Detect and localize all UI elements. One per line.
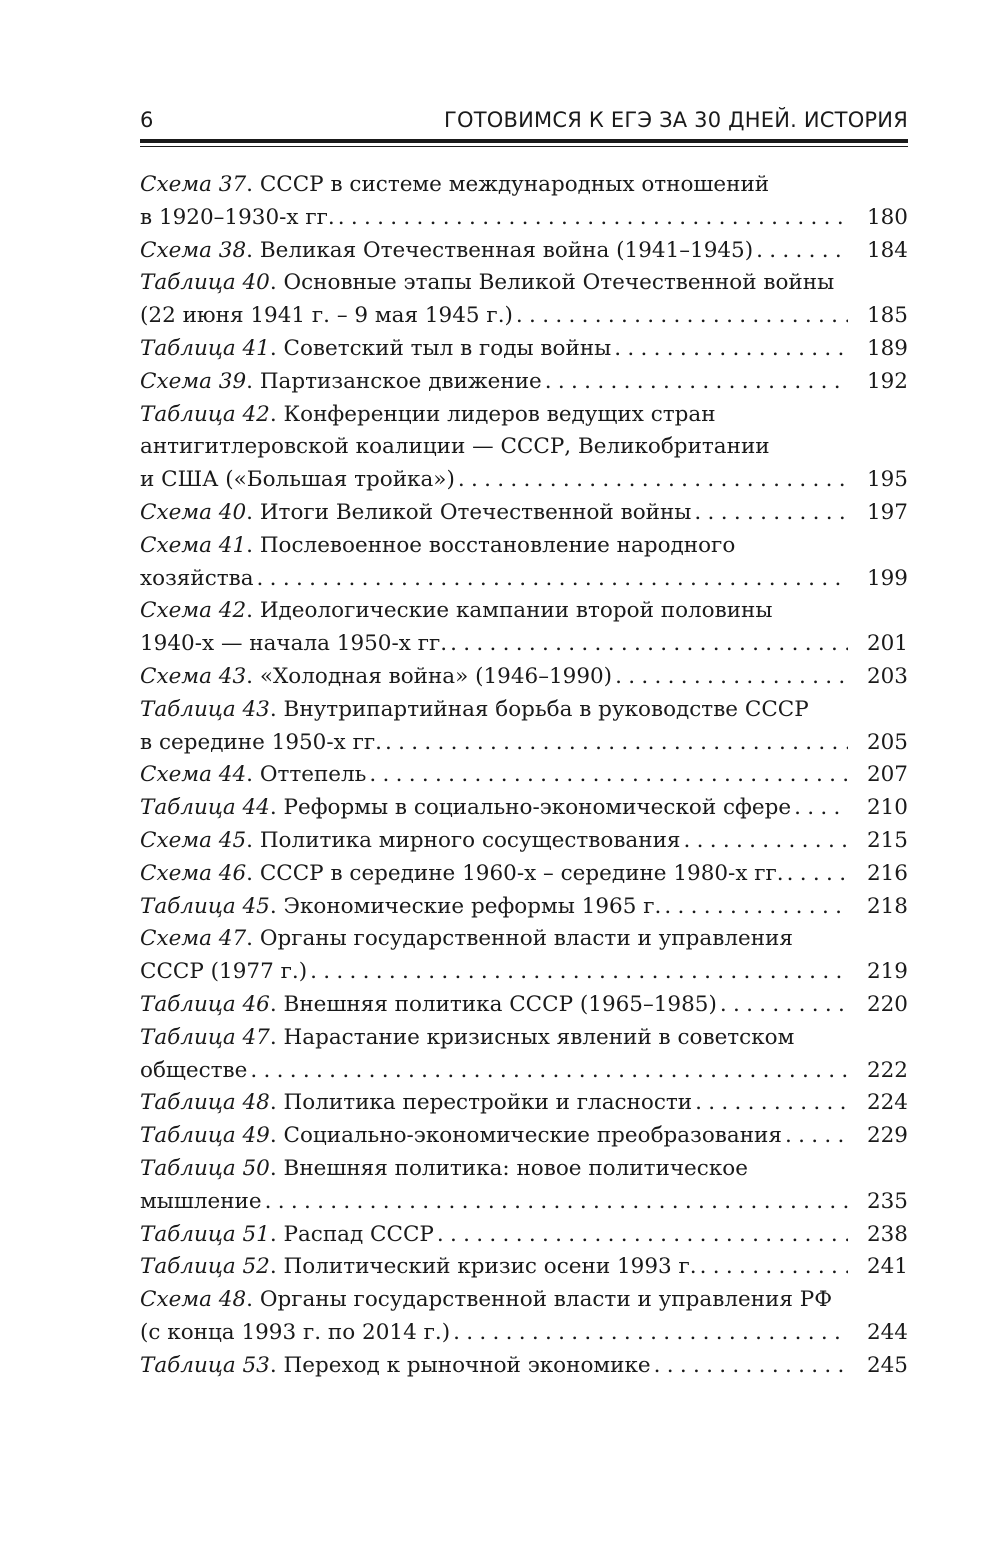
toc-line xyxy=(140,661,908,694)
toc-line xyxy=(140,1153,908,1186)
toc-title-text: Социально-экономические преобразования xyxy=(283,1123,782,1149)
toc-label: Схема 47 xyxy=(140,926,247,952)
toc-line-text: Таблица 42. Конференции лидеров ведущих стран xyxy=(140,401,716,427)
toc-line-text: Таблица 44. Реформы в социально-экономической сфере xyxy=(140,795,792,821)
toc-page-number: 245 xyxy=(866,1352,908,1378)
dot-leader xyxy=(661,891,848,924)
running-title: ГОТОВИМСЯ К ЕГЭ ЗА 30 ДНЕЙ. ИСТОРИЯ xyxy=(444,108,908,132)
toc-line-text: Таблица 46. Внешняя политика СССР (1965–1985) xyxy=(140,991,717,1017)
toc-line-text: Схема 41. Послевоенное восстановление народного xyxy=(140,532,736,558)
toc-line-text: Таблица 41. Советский тыл в годы войны xyxy=(140,335,612,361)
toc-line-text: Схема 48. Органы государственной власти и управления РФ xyxy=(140,1287,833,1313)
toc-line-text: Таблица 45. Экономические реформы 1965 г. xyxy=(140,893,662,919)
toc-line-text: Схема 42. Идеологические кампании второй половины xyxy=(140,598,773,624)
toc-title-text: Нарастание кризисных явлений в советском xyxy=(283,1024,795,1050)
toc-line xyxy=(140,366,908,399)
toc-label: Таблица 46 xyxy=(140,991,270,1017)
toc-line-text xyxy=(140,434,770,459)
toc-label: Схема 40 xyxy=(140,499,247,525)
toc-title-text: антигитлеровской коалиции — СССР, Великобритании xyxy=(140,434,770,460)
toc-entry xyxy=(140,333,908,366)
toc-label: Схема 46 xyxy=(140,860,247,886)
toc-line xyxy=(140,694,908,727)
toc-page-number: 229 xyxy=(866,1123,908,1149)
toc-title-text: Идеологические кампании второй половины xyxy=(259,598,773,624)
toc-entry xyxy=(140,825,908,858)
dot-leader xyxy=(513,300,848,333)
toc-line-text: Таблица 43. Внутрипартийная борьба в руководстве СССР xyxy=(140,696,809,722)
toc-page-number: 215 xyxy=(866,827,908,853)
dot-leader xyxy=(447,628,848,661)
toc-line-text: Схема 46. СССР в середине 1960-х – середине 1980-х гг. xyxy=(140,860,784,886)
toc-line xyxy=(140,169,908,202)
toc-title-text: Советский тыл в годы войны xyxy=(283,335,612,361)
toc-label: Схема 44 xyxy=(140,762,247,788)
dot-leader xyxy=(542,366,848,399)
toc-entry xyxy=(140,891,908,924)
toc-line-text: Схема 40. Итоги Великой Отечественной войны xyxy=(140,499,692,525)
dot-leader xyxy=(307,956,848,989)
header-rule-thick xyxy=(140,139,908,143)
toc-title-text: «Холодная война» (1946–1990) xyxy=(259,663,613,689)
page-header xyxy=(140,104,908,140)
toc-label: Схема 38 xyxy=(140,237,247,263)
dot-leader xyxy=(651,1350,848,1383)
toc-page-number: 201 xyxy=(866,631,908,657)
dot-leader xyxy=(262,1186,848,1219)
toc-page-number: 216 xyxy=(866,860,908,886)
toc-line-text xyxy=(140,956,307,989)
toc-entry xyxy=(140,1219,908,1252)
toc-line-text: Таблица 53. Переход к рыночной экономике xyxy=(140,1352,651,1378)
toc-label: Схема 39 xyxy=(140,368,247,394)
toc-title-text: Органы государственной власти и управления РФ xyxy=(259,1287,833,1313)
toc-page-number: 235 xyxy=(866,1188,908,1214)
toc-title-text: СССР в системе международных отношений xyxy=(259,172,770,197)
toc-label: Таблица 44 xyxy=(140,795,270,821)
dot-leader xyxy=(366,759,848,792)
dot-leader xyxy=(717,989,848,1022)
toc-entry xyxy=(140,1087,908,1120)
toc-title-text: в середине 1950-х гг. xyxy=(140,729,382,755)
toc-line xyxy=(140,759,908,792)
dot-leader xyxy=(455,464,848,497)
toc-page-number: 241 xyxy=(866,1254,908,1280)
toc-line-text xyxy=(140,464,455,497)
toc-entry xyxy=(140,1022,908,1088)
toc-line-text: Таблица 49. Социально-экономические преобразования xyxy=(140,1123,782,1149)
toc-page-number: 192 xyxy=(866,368,908,394)
toc-line-text: Схема 38. Великая Отечественная война (1941–1945) xyxy=(140,237,754,263)
toc-line xyxy=(140,1284,908,1317)
toc-title-text: Органы государственной власти и управления xyxy=(259,926,793,952)
toc-line xyxy=(140,497,908,530)
dot-leader xyxy=(612,661,848,694)
toc-line-text xyxy=(140,1055,247,1088)
toc-line-text xyxy=(140,300,513,333)
toc-line-text: Схема 44. Оттепель xyxy=(140,762,367,788)
toc-line xyxy=(140,792,908,825)
toc-page-number: 207 xyxy=(866,762,908,788)
toc-line-text xyxy=(140,727,382,760)
dot-leader xyxy=(247,1055,848,1088)
toc-title-text: Экономические реформы 1965 г. xyxy=(283,893,662,919)
toc-title-text: Переход к рыночной экономике xyxy=(283,1352,651,1378)
toc-title-text: СССР (1977 г.) xyxy=(140,959,308,985)
toc-line-text: Схема 39. Партизанское движение xyxy=(140,368,542,394)
toc-line xyxy=(140,1350,908,1383)
dot-leader xyxy=(335,202,848,235)
toc-label: Таблица 42 xyxy=(140,401,270,427)
toc-label: Таблица 41 xyxy=(140,335,270,361)
toc-title-text: Послевоенное восстановление народного xyxy=(259,532,736,558)
toc-title-text: 1940-х — начала 1950-х гг. xyxy=(140,631,448,657)
toc-label: Таблица 52 xyxy=(140,1254,270,1280)
toc-line-text: Таблица 40. Основные этапы Великой Отечественной войны xyxy=(140,270,835,296)
table-of-contents xyxy=(140,169,908,1382)
toc-line-text: Таблица 51. Распад СССР xyxy=(140,1221,434,1247)
toc-page-number: 244 xyxy=(866,1319,908,1345)
toc-line-text xyxy=(140,628,447,661)
toc-label: Таблица 53 xyxy=(140,1352,270,1378)
toc-line xyxy=(140,628,908,661)
toc-title-text: Распад СССР xyxy=(283,1221,434,1247)
toc-title-text: хозяйства xyxy=(140,565,254,591)
toc-line xyxy=(140,1251,908,1284)
toc-label: Схема 42 xyxy=(140,598,247,624)
toc-entry xyxy=(140,661,908,694)
dot-leader xyxy=(782,1120,848,1153)
dot-leader xyxy=(753,235,848,268)
toc-title-text: Итоги Великой Отечественной войны xyxy=(259,499,692,525)
toc-entry xyxy=(140,858,908,891)
dot-leader xyxy=(784,858,848,891)
dot-leader xyxy=(382,727,848,760)
toc-line xyxy=(140,595,908,628)
toc-label: Таблица 45 xyxy=(140,893,270,919)
toc-label: Схема 45 xyxy=(140,827,247,853)
toc-entry xyxy=(140,497,908,530)
toc-title-text: Внешняя политика: новое политическое xyxy=(283,1155,748,1181)
toc-page-number: 203 xyxy=(866,663,908,689)
toc-label: Таблица 47 xyxy=(140,1024,270,1050)
dot-leader xyxy=(691,497,848,530)
toc-title-text: Великая Отечественная война (1941–1945) xyxy=(259,237,754,263)
toc-title-text: Основные этапы Великой Отечественной войны xyxy=(283,270,835,296)
toc-line xyxy=(140,431,908,464)
toc-title-text: Реформы в социально-экономической сфере xyxy=(283,795,792,821)
toc-line xyxy=(140,1317,908,1350)
toc-entry xyxy=(140,169,908,235)
toc-line-text: Схема 37. СССР в системе международных отношений xyxy=(140,172,770,197)
dot-leader xyxy=(254,563,848,596)
toc-label: Схема 37 xyxy=(140,172,247,197)
toc-line xyxy=(140,202,908,235)
toc-entry xyxy=(140,1120,908,1153)
toc-line xyxy=(140,1186,908,1219)
header-rule-thin xyxy=(140,146,908,147)
toc-page-number: 184 xyxy=(866,237,908,263)
toc-line xyxy=(140,727,908,760)
toc-line xyxy=(140,1087,908,1120)
toc-line-text: Схема 47. Органы государственной власти и управления xyxy=(140,926,793,952)
toc-title-text: (22 июня 1941 г. – 9 мая 1945 г.) xyxy=(140,303,513,329)
toc-page-number: 205 xyxy=(866,729,908,755)
page-number: 6 xyxy=(140,108,154,132)
toc-line-text xyxy=(140,1186,262,1219)
toc-page-number: 197 xyxy=(866,499,908,525)
toc-line xyxy=(140,858,908,891)
toc-entry xyxy=(140,399,908,497)
toc-line-text: Таблица 47. Нарастание кризисных явлений в советском xyxy=(140,1024,795,1050)
toc-page-number: 210 xyxy=(866,795,908,821)
toc-label: Таблица 50 xyxy=(140,1155,270,1181)
toc-entry xyxy=(140,694,908,760)
toc-line-text: Схема 43. «Холодная война» (1946–1990) xyxy=(140,663,613,689)
toc-page-number: 224 xyxy=(866,1090,908,1116)
toc-line xyxy=(140,530,908,563)
toc-entry xyxy=(140,595,908,661)
toc-label: Таблица 51 xyxy=(140,1221,270,1247)
toc-title-text: Оттепель xyxy=(259,762,367,788)
toc-line xyxy=(140,300,908,333)
dot-leader xyxy=(450,1317,848,1350)
toc-title-text: Партизанское движение xyxy=(259,368,542,394)
toc-title-text: Политика мирного сосуществования xyxy=(259,827,681,853)
toc-entry xyxy=(140,923,908,989)
toc-line xyxy=(140,333,908,366)
toc-label: Таблица 43 xyxy=(140,696,270,722)
toc-page-number: 180 xyxy=(866,204,908,230)
toc-line xyxy=(140,1120,908,1153)
toc-entry xyxy=(140,792,908,825)
toc-label: Таблица 48 xyxy=(140,1090,270,1116)
toc-line xyxy=(140,989,908,1022)
dot-leader xyxy=(680,825,848,858)
toc-line-text xyxy=(140,1317,450,1350)
toc-entry xyxy=(140,989,908,1022)
toc-line-text xyxy=(140,202,335,235)
toc-title-text: Политика перестройки и гласности xyxy=(283,1090,693,1116)
toc-entry xyxy=(140,1153,908,1219)
toc-label: Схема 41 xyxy=(140,532,247,558)
toc-entry xyxy=(140,235,908,268)
toc-page-number: 185 xyxy=(866,303,908,329)
toc-title-text: Политический кризис осени 1993 г. xyxy=(283,1254,697,1280)
toc-label: Таблица 49 xyxy=(140,1123,270,1149)
toc-line xyxy=(140,267,908,300)
toc-title-text: (с конца 1993 г. по 2014 г.) xyxy=(140,1319,451,1345)
toc-line xyxy=(140,1219,908,1252)
toc-line-text xyxy=(140,563,254,596)
toc-entry xyxy=(140,1284,908,1350)
toc-page-number: 238 xyxy=(866,1221,908,1247)
toc-line xyxy=(140,399,908,432)
toc-line xyxy=(140,1022,908,1055)
toc-title-text: СССР в середине 1960-х – середине 1980-х гг. xyxy=(259,860,784,886)
toc-entry xyxy=(140,759,908,792)
toc-line-text: Схема 45. Политика мирного сосуществования xyxy=(140,827,681,853)
toc-title-text: мышление xyxy=(140,1188,262,1214)
toc-line xyxy=(140,891,908,924)
toc-line-text: Таблица 52. Политический кризис осени 1993 г. xyxy=(140,1254,697,1280)
toc-title-text: и США («Большая тройка») xyxy=(140,467,455,493)
dot-leader xyxy=(434,1219,848,1252)
toc-title-text: Внешняя политика СССР (1965–1985) xyxy=(283,991,717,1017)
dot-leader xyxy=(692,1087,848,1120)
toc-page-number: 222 xyxy=(866,1057,908,1083)
toc-entry xyxy=(140,530,908,596)
dot-leader xyxy=(791,792,848,825)
toc-title-text: обществе xyxy=(140,1057,248,1083)
toc-entry xyxy=(140,1251,908,1284)
toc-line xyxy=(140,956,908,989)
toc-entry xyxy=(140,366,908,399)
toc-line xyxy=(140,923,908,956)
toc-line xyxy=(140,464,908,497)
toc-page-number: 218 xyxy=(866,893,908,919)
toc-page-number: 195 xyxy=(866,467,908,493)
toc-label: Схема 43 xyxy=(140,663,247,689)
toc-line xyxy=(140,825,908,858)
toc-title-text: Конференции лидеров ведущих стран xyxy=(283,401,716,427)
toc-label: Таблица 40 xyxy=(140,270,270,296)
toc-entry xyxy=(140,267,908,333)
toc-page-number: 220 xyxy=(866,991,908,1017)
toc-title-text: в 1920–1930-х гг. xyxy=(140,204,335,230)
toc-line xyxy=(140,235,908,268)
dot-leader xyxy=(611,333,848,366)
toc-page-number: 219 xyxy=(866,959,908,985)
toc-entry xyxy=(140,1350,908,1383)
toc-line-text: Таблица 50. Внешняя политика: новое политическое xyxy=(140,1155,748,1181)
toc-label: Схема 48 xyxy=(140,1287,247,1313)
toc-line xyxy=(140,563,908,596)
dot-leader xyxy=(697,1251,848,1284)
toc-page-number: 189 xyxy=(866,335,908,361)
toc-line-text: Таблица 48. Политика перестройки и гласности xyxy=(140,1090,693,1116)
toc-page-number: 199 xyxy=(866,565,908,591)
toc-line xyxy=(140,1055,908,1088)
toc-title-text: Внутрипартийная борьба в руководстве СССР xyxy=(283,696,809,722)
